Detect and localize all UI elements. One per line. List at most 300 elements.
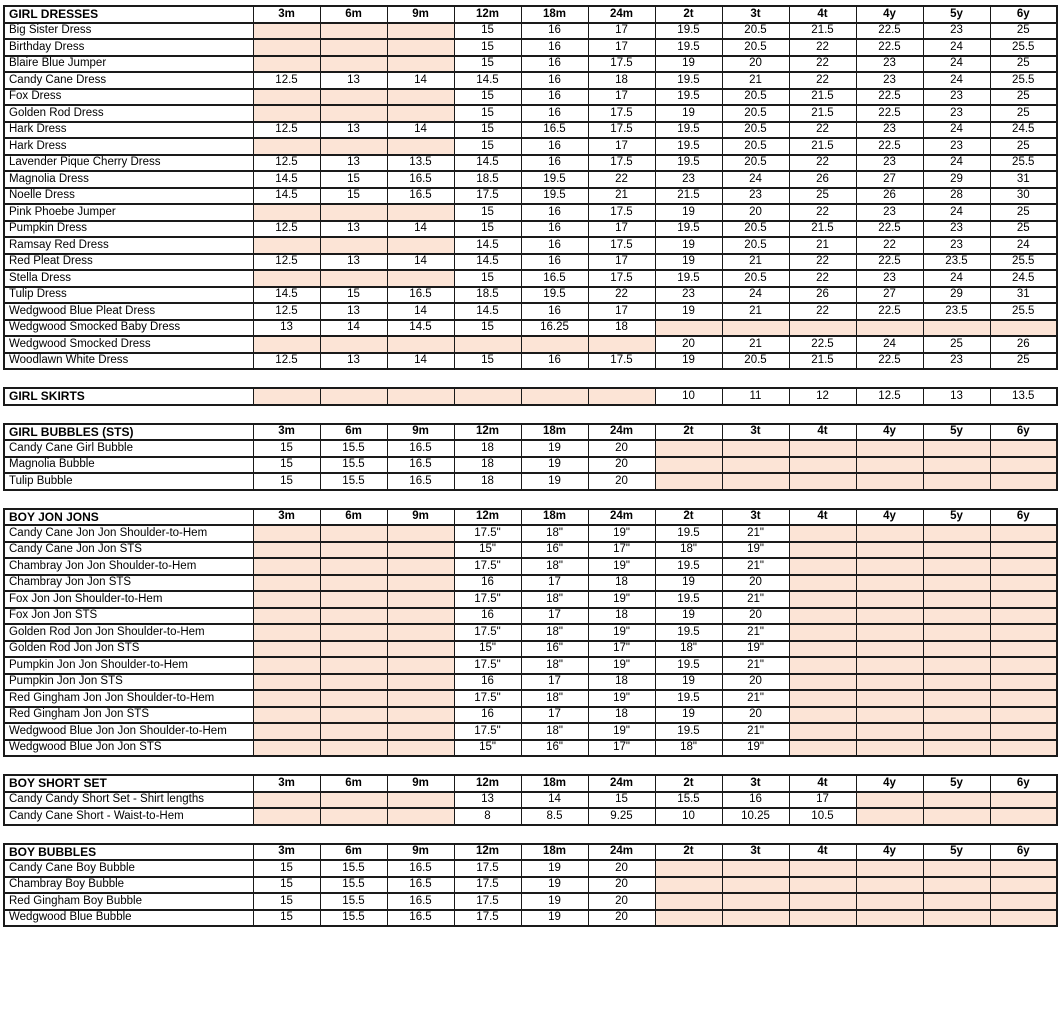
cell-4t: 26 xyxy=(789,171,856,188)
cell-3t: 19" xyxy=(722,542,789,559)
table-row xyxy=(4,877,1057,894)
cell-18m: 16" xyxy=(521,641,588,658)
cell-4y: 23 xyxy=(856,122,923,139)
cell-12m: 18 xyxy=(454,473,521,490)
cell-4t: 10.5 xyxy=(789,808,856,825)
cell-3m: 14.5 xyxy=(253,188,320,205)
cell-18m: 18" xyxy=(521,624,588,641)
cell-3t: 20.5 xyxy=(722,155,789,172)
cell-6y xyxy=(990,575,1057,592)
cell-5y: 24 xyxy=(923,56,990,73)
cell-5y: 23 xyxy=(923,221,990,238)
cell-6y xyxy=(990,525,1057,542)
cell-18m: 17 xyxy=(521,575,588,592)
cell-3m xyxy=(253,23,320,40)
cell-12m: 17.5 xyxy=(454,910,521,927)
cell-18m: 17 xyxy=(521,608,588,625)
cell-12m: 17.5" xyxy=(454,657,521,674)
cell-girl-skirts-24m xyxy=(588,388,655,405)
table-row xyxy=(4,105,1057,122)
cell-4t: 21.5 xyxy=(789,138,856,155)
cell-24m: 17" xyxy=(588,542,655,559)
cell-12m: 17.5" xyxy=(454,624,521,641)
row-label: Noelle Dress xyxy=(4,188,253,205)
cell-4t xyxy=(789,575,856,592)
column-header-9m: 9m xyxy=(387,509,454,526)
cell-4t: 22 xyxy=(789,254,856,271)
row-label: Magnolia Bubble xyxy=(4,457,253,474)
cell-6y: 31 xyxy=(990,171,1057,188)
cell-2t: 15.5 xyxy=(655,792,722,809)
cell-2t: 19.5 xyxy=(655,591,722,608)
column-header-5y: 5y xyxy=(923,6,990,23)
row-label: Tulip Bubble xyxy=(4,473,253,490)
cell-9m xyxy=(387,792,454,809)
cell-24m: 17.5 xyxy=(588,56,655,73)
cell-5y: 23 xyxy=(923,105,990,122)
cell-3t: 20 xyxy=(722,608,789,625)
cell-4y xyxy=(856,457,923,474)
table-row xyxy=(4,808,1057,825)
cell-18m: 18" xyxy=(521,723,588,740)
row-label: Candy Cane Boy Bubble xyxy=(4,860,253,877)
cell-6m xyxy=(320,204,387,221)
cell-6y: 24.5 xyxy=(990,270,1057,287)
cell-2t: 19.5 xyxy=(655,723,722,740)
cell-4y xyxy=(856,690,923,707)
cell-9m: 16.5 xyxy=(387,473,454,490)
boy-jon-jons-section-title: BOY JON JONS xyxy=(4,509,253,526)
cell-3t: 19" xyxy=(722,740,789,757)
cell-24m: 19" xyxy=(588,657,655,674)
table-row xyxy=(4,723,1057,740)
cell-24m: 17 xyxy=(588,254,655,271)
column-header-4y: 4y xyxy=(856,424,923,441)
cell-24m: 17.5 xyxy=(588,105,655,122)
cell-3t: 21" xyxy=(722,657,789,674)
girl-bubbles-header-row xyxy=(4,424,1057,441)
cell-4t xyxy=(789,641,856,658)
cell-24m: 17.5 xyxy=(588,155,655,172)
cell-6m: 15.5 xyxy=(320,440,387,457)
cell-4y: 22 xyxy=(856,237,923,254)
cell-2t: 19 xyxy=(655,608,722,625)
cell-12m: 15 xyxy=(454,23,521,40)
cell-24m: 18 xyxy=(588,608,655,625)
cell-5y: 23.5 xyxy=(923,303,990,320)
cell-3m xyxy=(253,575,320,592)
cell-9m xyxy=(387,23,454,40)
cell-6m: 15.5 xyxy=(320,473,387,490)
cell-4t: 21.5 xyxy=(789,23,856,40)
cell-12m: 17.5 xyxy=(454,893,521,910)
cell-6m xyxy=(320,792,387,809)
cell-9m xyxy=(387,740,454,757)
cell-girl-skirts-3t: 11 xyxy=(722,388,789,405)
column-header-18m: 18m xyxy=(521,844,588,861)
cell-4y: 22.5 xyxy=(856,105,923,122)
cell-3t: 21" xyxy=(722,723,789,740)
table-row xyxy=(4,690,1057,707)
cell-5y: 29 xyxy=(923,171,990,188)
cell-4t xyxy=(789,657,856,674)
cell-12m: 17.5" xyxy=(454,525,521,542)
cell-3m: 12.5 xyxy=(253,122,320,139)
column-header-6y: 6y xyxy=(990,775,1057,792)
cell-6m xyxy=(320,525,387,542)
cell-24m: 19" xyxy=(588,690,655,707)
cell-3m xyxy=(253,808,320,825)
cell-18m: 18" xyxy=(521,657,588,674)
cell-4y: 27 xyxy=(856,287,923,304)
cell-4y: 23 xyxy=(856,270,923,287)
cell-18m: 18" xyxy=(521,525,588,542)
cell-6m: 13 xyxy=(320,122,387,139)
table-row xyxy=(4,39,1057,56)
cell-12m: 14.5 xyxy=(454,303,521,320)
cell-6y: 25.5 xyxy=(990,155,1057,172)
cell-3m: 12.5 xyxy=(253,353,320,370)
cell-2t: 19.5 xyxy=(655,624,722,641)
cell-6m: 15.5 xyxy=(320,457,387,474)
cell-3m: 12.5 xyxy=(253,254,320,271)
cell-3m xyxy=(253,723,320,740)
boy-bubbles-section-title: BOY BUBBLES xyxy=(4,844,253,861)
cell-12m: 16 xyxy=(454,674,521,691)
cell-24m: 18 xyxy=(588,707,655,724)
cell-girl-skirts-4y: 12.5 xyxy=(856,388,923,405)
cell-6m xyxy=(320,690,387,707)
column-header-3t: 3t xyxy=(722,844,789,861)
row-label: Lavender Pique Cherry Dress xyxy=(4,155,253,172)
row-label: Candy Cane Short - Waist-to-Hem xyxy=(4,808,253,825)
cell-4t xyxy=(789,674,856,691)
cell-3m xyxy=(253,105,320,122)
cell-4y xyxy=(856,608,923,625)
cell-2t: 18" xyxy=(655,740,722,757)
cell-4y: 23 xyxy=(856,155,923,172)
column-header-24m: 24m xyxy=(588,775,655,792)
cell-4y: 22.5 xyxy=(856,303,923,320)
cell-3t: 10.25 xyxy=(722,808,789,825)
cell-6m xyxy=(320,740,387,757)
cell-3t: 24 xyxy=(722,287,789,304)
cell-12m xyxy=(454,336,521,353)
cell-24m: 17 xyxy=(588,89,655,106)
cell-3t: 20.5 xyxy=(722,23,789,40)
cell-3m xyxy=(253,641,320,658)
cell-12m: 15 xyxy=(454,39,521,56)
table-row xyxy=(4,320,1057,337)
cell-3m xyxy=(253,270,320,287)
cell-3t: 21 xyxy=(722,72,789,89)
boy-jon-jons-header-row xyxy=(4,509,1057,526)
cell-6m: 14 xyxy=(320,320,387,337)
column-header-5y: 5y xyxy=(923,424,990,441)
cell-6m: 15.5 xyxy=(320,860,387,877)
row-label: Wedgwood Blue Jon Jon STS xyxy=(4,740,253,757)
cell-6y xyxy=(990,893,1057,910)
cell-2t: 19.5 xyxy=(655,89,722,106)
cell-6m xyxy=(320,575,387,592)
cell-12m: 15 xyxy=(454,204,521,221)
cell-4y xyxy=(856,910,923,927)
column-header-18m: 18m xyxy=(521,509,588,526)
cell-2t: 18" xyxy=(655,542,722,559)
cell-4y: 22.5 xyxy=(856,254,923,271)
cell-3t: 21 xyxy=(722,336,789,353)
cell-3m xyxy=(253,89,320,106)
cell-9m xyxy=(387,204,454,221)
row-label: Fox Jon Jon STS xyxy=(4,608,253,625)
cell-4t: 22 xyxy=(789,155,856,172)
cell-5y xyxy=(923,723,990,740)
cell-3m xyxy=(253,657,320,674)
cell-2t: 19.5 xyxy=(655,155,722,172)
cell-24m: 17 xyxy=(588,303,655,320)
cell-3m: 12.5 xyxy=(253,155,320,172)
cell-3m: 15 xyxy=(253,457,320,474)
cell-12m: 17.5" xyxy=(454,723,521,740)
cell-2t: 19.5 xyxy=(655,558,722,575)
cell-5y xyxy=(923,558,990,575)
row-label: Wedgwood Blue Jon Jon Shoulder-to-Hem xyxy=(4,723,253,740)
cell-12m: 15 xyxy=(454,89,521,106)
cell-4y xyxy=(856,525,923,542)
row-label: Red Gingham Jon Jon Shoulder-to-Hem xyxy=(4,690,253,707)
cell-9m xyxy=(387,657,454,674)
column-header-6m: 6m xyxy=(320,424,387,441)
cell-6m xyxy=(320,105,387,122)
column-header-4y: 4y xyxy=(856,6,923,23)
cell-4y xyxy=(856,320,923,337)
cell-4y xyxy=(856,723,923,740)
cell-3t: 21 xyxy=(722,303,789,320)
girl-dresses-header-row xyxy=(4,6,1057,23)
cell-18m: 16.5 xyxy=(521,270,588,287)
cell-2t: 20 xyxy=(655,336,722,353)
cell-6y xyxy=(990,808,1057,825)
row-label: Wedgwood Blue Pleat Dress xyxy=(4,303,253,320)
table-row xyxy=(4,624,1057,641)
cell-2t xyxy=(655,320,722,337)
cell-5y: 23 xyxy=(923,89,990,106)
cell-24m xyxy=(588,336,655,353)
cell-6y xyxy=(990,674,1057,691)
cell-2t xyxy=(655,877,722,894)
cell-3m: 12.5 xyxy=(253,221,320,238)
cell-9m: 14 xyxy=(387,353,454,370)
cell-4y xyxy=(856,877,923,894)
cell-4y xyxy=(856,440,923,457)
cell-girl-skirts-6m xyxy=(320,388,387,405)
cell-2t xyxy=(655,860,722,877)
cell-12m: 17.5 xyxy=(454,877,521,894)
cell-9m: 14 xyxy=(387,303,454,320)
cell-2t: 19.5 xyxy=(655,72,722,89)
cell-5y xyxy=(923,860,990,877)
cell-4t: 22.5 xyxy=(789,336,856,353)
cell-24m: 17 xyxy=(588,138,655,155)
cell-4t: 22 xyxy=(789,270,856,287)
column-header-24m: 24m xyxy=(588,844,655,861)
column-header-3t: 3t xyxy=(722,6,789,23)
cell-12m: 17.5" xyxy=(454,591,521,608)
cell-4t: 22 xyxy=(789,56,856,73)
cell-4t xyxy=(789,457,856,474)
girl-skirts-section-title: GIRL SKIRTS xyxy=(4,388,253,405)
cell-3t: 20.5 xyxy=(722,270,789,287)
cell-2t xyxy=(655,910,722,927)
cell-24m: 20 xyxy=(588,457,655,474)
cell-12m: 13 xyxy=(454,792,521,809)
table-row xyxy=(4,303,1057,320)
cell-18m: 18" xyxy=(521,591,588,608)
cell-3t xyxy=(722,893,789,910)
cell-girl-skirts-6y: 13.5 xyxy=(990,388,1057,405)
column-header-4t: 4t xyxy=(789,509,856,526)
cell-4y xyxy=(856,542,923,559)
cell-5y xyxy=(923,893,990,910)
cell-6y: 31 xyxy=(990,287,1057,304)
boy-short-set-header-row xyxy=(4,775,1057,792)
column-header-3m: 3m xyxy=(253,509,320,526)
row-label: Candy Cane Girl Bubble xyxy=(4,440,253,457)
table-row xyxy=(4,893,1057,910)
column-header-6m: 6m xyxy=(320,775,387,792)
cell-2t: 19.5 xyxy=(655,221,722,238)
cell-24m: 18 xyxy=(588,72,655,89)
cell-3t: 23 xyxy=(722,188,789,205)
cell-24m: 17 xyxy=(588,39,655,56)
cell-girl-skirts-9m xyxy=(387,388,454,405)
table-row xyxy=(4,740,1057,757)
girl-dresses-section-title: GIRL DRESSES xyxy=(4,6,253,23)
cell-9m xyxy=(387,723,454,740)
table-row xyxy=(4,254,1057,271)
cell-6y xyxy=(990,877,1057,894)
girl-skirts-table xyxy=(3,387,1058,406)
cell-6m xyxy=(320,707,387,724)
table-row xyxy=(4,171,1057,188)
girl-dresses-table xyxy=(3,5,1058,370)
cell-6y xyxy=(990,542,1057,559)
column-header-18m: 18m xyxy=(521,775,588,792)
cell-4y xyxy=(856,657,923,674)
cell-12m: 15 xyxy=(454,105,521,122)
column-header-5y: 5y xyxy=(923,509,990,526)
cell-24m: 20 xyxy=(588,893,655,910)
cell-3t: 20 xyxy=(722,707,789,724)
cell-12m: 14.5 xyxy=(454,254,521,271)
cell-3m xyxy=(253,608,320,625)
cell-24m: 17.5 xyxy=(588,237,655,254)
cell-6m xyxy=(320,674,387,691)
cell-2t: 10 xyxy=(655,808,722,825)
cell-24m: 17.5 xyxy=(588,204,655,221)
column-header-2t: 2t xyxy=(655,844,722,861)
cell-24m: 17 xyxy=(588,23,655,40)
cell-4y: 22.5 xyxy=(856,138,923,155)
cell-9m: 14 xyxy=(387,122,454,139)
column-header-9m: 9m xyxy=(387,6,454,23)
cell-4t xyxy=(789,558,856,575)
column-header-12m: 12m xyxy=(454,844,521,861)
column-header-4t: 4t xyxy=(789,424,856,441)
cell-3t: 20.5 xyxy=(722,39,789,56)
cell-3m xyxy=(253,740,320,757)
column-header-3m: 3m xyxy=(253,6,320,23)
cell-9m xyxy=(387,690,454,707)
cell-12m: 18 xyxy=(454,457,521,474)
cell-3t: 16 xyxy=(722,792,789,809)
cell-18m: 14 xyxy=(521,792,588,809)
cell-3m xyxy=(253,591,320,608)
cell-6y xyxy=(990,440,1057,457)
cell-18m: 19 xyxy=(521,473,588,490)
row-label: Pumpkin Jon Jon STS xyxy=(4,674,253,691)
cell-24m: 9.25 xyxy=(588,808,655,825)
table-row xyxy=(4,89,1057,106)
cell-3m xyxy=(253,624,320,641)
cell-3m: 13 xyxy=(253,320,320,337)
cell-9m xyxy=(387,624,454,641)
cell-6y: 25 xyxy=(990,204,1057,221)
column-header-4y: 4y xyxy=(856,509,923,526)
cell-18m: 16 xyxy=(521,72,588,89)
cell-4t xyxy=(789,740,856,757)
column-header-24m: 24m xyxy=(588,509,655,526)
cell-2t: 19 xyxy=(655,204,722,221)
row-label: Hark Dress xyxy=(4,138,253,155)
row-label: Chambray Boy Bubble xyxy=(4,877,253,894)
cell-6y: 25.5 xyxy=(990,254,1057,271)
cell-3t: 20 xyxy=(722,204,789,221)
cell-4y xyxy=(856,740,923,757)
cell-24m: 21 xyxy=(588,188,655,205)
cell-5y xyxy=(923,690,990,707)
cell-5y: 24 xyxy=(923,204,990,221)
cell-4t xyxy=(789,860,856,877)
table-row xyxy=(4,860,1057,877)
cell-3t xyxy=(722,457,789,474)
cell-3m xyxy=(253,542,320,559)
cell-5y xyxy=(923,877,990,894)
cell-2t: 23 xyxy=(655,287,722,304)
table-row xyxy=(4,336,1057,353)
cell-18m: 16 xyxy=(521,23,588,40)
cell-9m xyxy=(387,270,454,287)
boy-short-set-table xyxy=(3,774,1058,826)
table-row xyxy=(4,910,1057,927)
cell-4y xyxy=(856,893,923,910)
table-row xyxy=(4,457,1057,474)
cell-6m: 13 xyxy=(320,303,387,320)
cell-2t: 19 xyxy=(655,575,722,592)
cell-18m: 16 xyxy=(521,303,588,320)
cell-2t: 19.5 xyxy=(655,525,722,542)
cell-6y xyxy=(990,792,1057,809)
cell-18m: 19.5 xyxy=(521,171,588,188)
cell-12m: 16 xyxy=(454,707,521,724)
table-row xyxy=(4,575,1057,592)
column-header-12m: 12m xyxy=(454,775,521,792)
cell-18m: 19 xyxy=(521,860,588,877)
column-header-6y: 6y xyxy=(990,6,1057,23)
cell-5y xyxy=(923,457,990,474)
cell-5y: 23 xyxy=(923,138,990,155)
column-header-3t: 3t xyxy=(722,509,789,526)
